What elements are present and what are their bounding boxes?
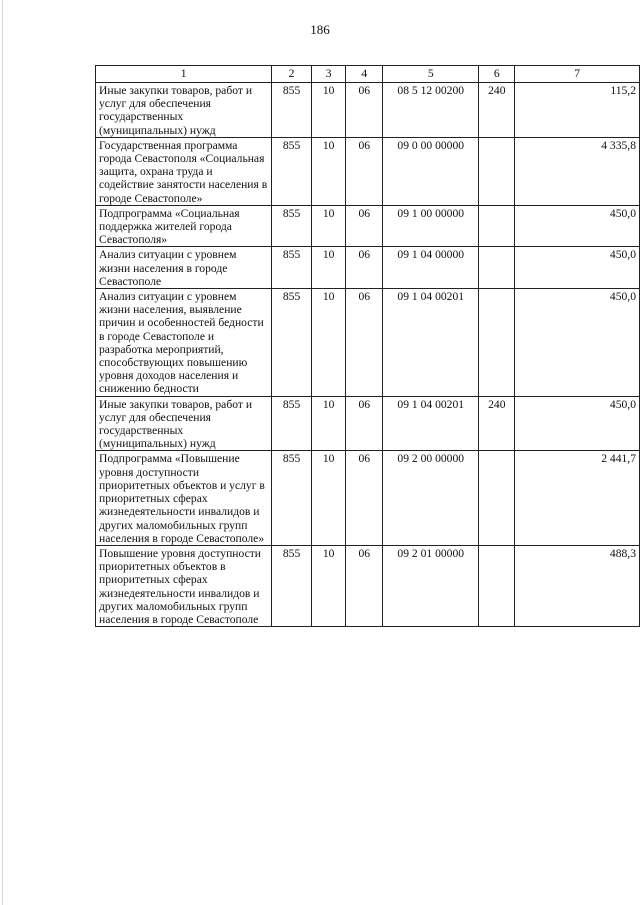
row-vr bbox=[479, 451, 515, 545]
header-col-1: 1 bbox=[96, 66, 272, 83]
table-row bbox=[96, 451, 640, 545]
row-csr: 09 2 00 00000 bbox=[383, 451, 479, 545]
row-vr bbox=[479, 247, 515, 289]
row-rz: 10 bbox=[311, 289, 346, 397]
header-row bbox=[96, 66, 640, 83]
row-ved: 855 bbox=[272, 247, 312, 289]
row-rz: 10 bbox=[311, 451, 346, 545]
row-vr bbox=[479, 545, 515, 626]
row-pr: 06 bbox=[346, 289, 383, 397]
table-row bbox=[96, 205, 640, 247]
row-csr: 09 2 01 00000 bbox=[383, 545, 479, 626]
page-number: 186 bbox=[310, 22, 330, 37]
row-ved: 855 bbox=[272, 137, 312, 205]
row-name: Иные закупки товаров, работ и услуг для обеспечения государственных (муниципальных) нужд bbox=[96, 396, 272, 451]
row-csr: 09 1 04 00000 bbox=[383, 247, 479, 289]
row-pr: 06 bbox=[346, 137, 383, 205]
table-row bbox=[96, 396, 640, 451]
row-vr bbox=[479, 289, 515, 397]
budget-table bbox=[95, 65, 640, 627]
row-vr bbox=[479, 205, 515, 247]
row-name: Государственная программа города Севастополя «Социальная защита, охрана труда и содействие занятости населения в городе Севастополе» bbox=[96, 137, 272, 205]
row-csr: 09 1 04 00201 bbox=[383, 289, 479, 397]
row-pr: 06 bbox=[346, 396, 383, 451]
row-csr: 09 1 00 00000 bbox=[383, 205, 479, 247]
row-ved: 855 bbox=[272, 205, 312, 247]
row-amount: 115,2 bbox=[515, 83, 640, 138]
row-ved: 855 bbox=[272, 83, 312, 138]
row-amount: 4 335,8 bbox=[515, 137, 640, 205]
row-ved: 855 bbox=[272, 545, 312, 626]
table-row bbox=[96, 289, 640, 397]
row-amount: 450,0 bbox=[515, 396, 640, 451]
row-amount: 488,3 bbox=[515, 545, 640, 626]
table-row bbox=[96, 545, 640, 626]
header-col-6: 6 bbox=[479, 66, 515, 83]
header-col-3: 3 bbox=[311, 66, 346, 83]
row-pr: 06 bbox=[346, 83, 383, 138]
row-rz: 10 bbox=[311, 137, 346, 205]
row-rz: 10 bbox=[311, 83, 346, 138]
row-ved: 855 bbox=[272, 289, 312, 397]
header-col-2: 2 bbox=[272, 66, 312, 83]
row-rz: 10 bbox=[311, 247, 346, 289]
row-pr: 06 bbox=[346, 451, 383, 545]
row-csr: 09 1 04 00201 bbox=[383, 396, 479, 451]
header-col-5: 5 bbox=[383, 66, 479, 83]
header-col-4: 4 bbox=[346, 66, 383, 83]
row-rz: 10 bbox=[311, 396, 346, 451]
row-pr: 06 bbox=[346, 247, 383, 289]
row-ved: 855 bbox=[272, 396, 312, 451]
header-col-7: 7 bbox=[515, 66, 640, 83]
row-amount: 450,0 bbox=[515, 247, 640, 289]
row-pr: 06 bbox=[346, 545, 383, 626]
row-name: Анализ ситуации с уровнем жизни населения в городе Севастополе bbox=[96, 247, 272, 289]
row-csr: 08 5 12 00200 bbox=[383, 83, 479, 138]
row-name: Повышение уровня доступности приоритетных объектов в приоритетных сферах жизнедеятельности инвалидов и других маломобильных групп населения в городе Севастополе bbox=[96, 545, 272, 626]
row-name: Подпрограмма «Повышение уровня доступности приоритетных объектов и услуг в приоритетных сферах жизнедеятельности инвалидов и других маломобильных групп населения в городе Севастополе» bbox=[96, 451, 272, 545]
row-amount: 2 441,7 bbox=[515, 451, 640, 545]
row-vr bbox=[479, 137, 515, 205]
table-row bbox=[96, 137, 640, 205]
row-amount: 450,0 bbox=[515, 289, 640, 397]
row-ved: 855 bbox=[272, 451, 312, 545]
row-rz: 10 bbox=[311, 545, 346, 626]
row-vr: 240 bbox=[479, 83, 515, 138]
row-name: Подпрограмма «Социальная поддержка жителей города Севастополя» bbox=[96, 205, 272, 247]
row-csr: 09 0 00 00000 bbox=[383, 137, 479, 205]
row-amount: 450,0 bbox=[515, 205, 640, 247]
table-row bbox=[96, 247, 640, 289]
scan-edge bbox=[2, 0, 3, 905]
row-pr: 06 bbox=[346, 205, 383, 247]
row-name: Иные закупки товаров, работ и услуг для обеспечения государственных (муниципальных) нужд bbox=[96, 83, 272, 138]
row-rz: 10 bbox=[311, 205, 346, 247]
row-name: Анализ ситуации с уровнем жизни населения, выявление причин и особенностей бедности в городе Севастополе и разработка мероприятий, способствующих повышению уровня доходов населения и снижению бедности bbox=[96, 289, 272, 397]
table-row bbox=[96, 83, 640, 138]
row-vr: 240 bbox=[479, 396, 515, 451]
